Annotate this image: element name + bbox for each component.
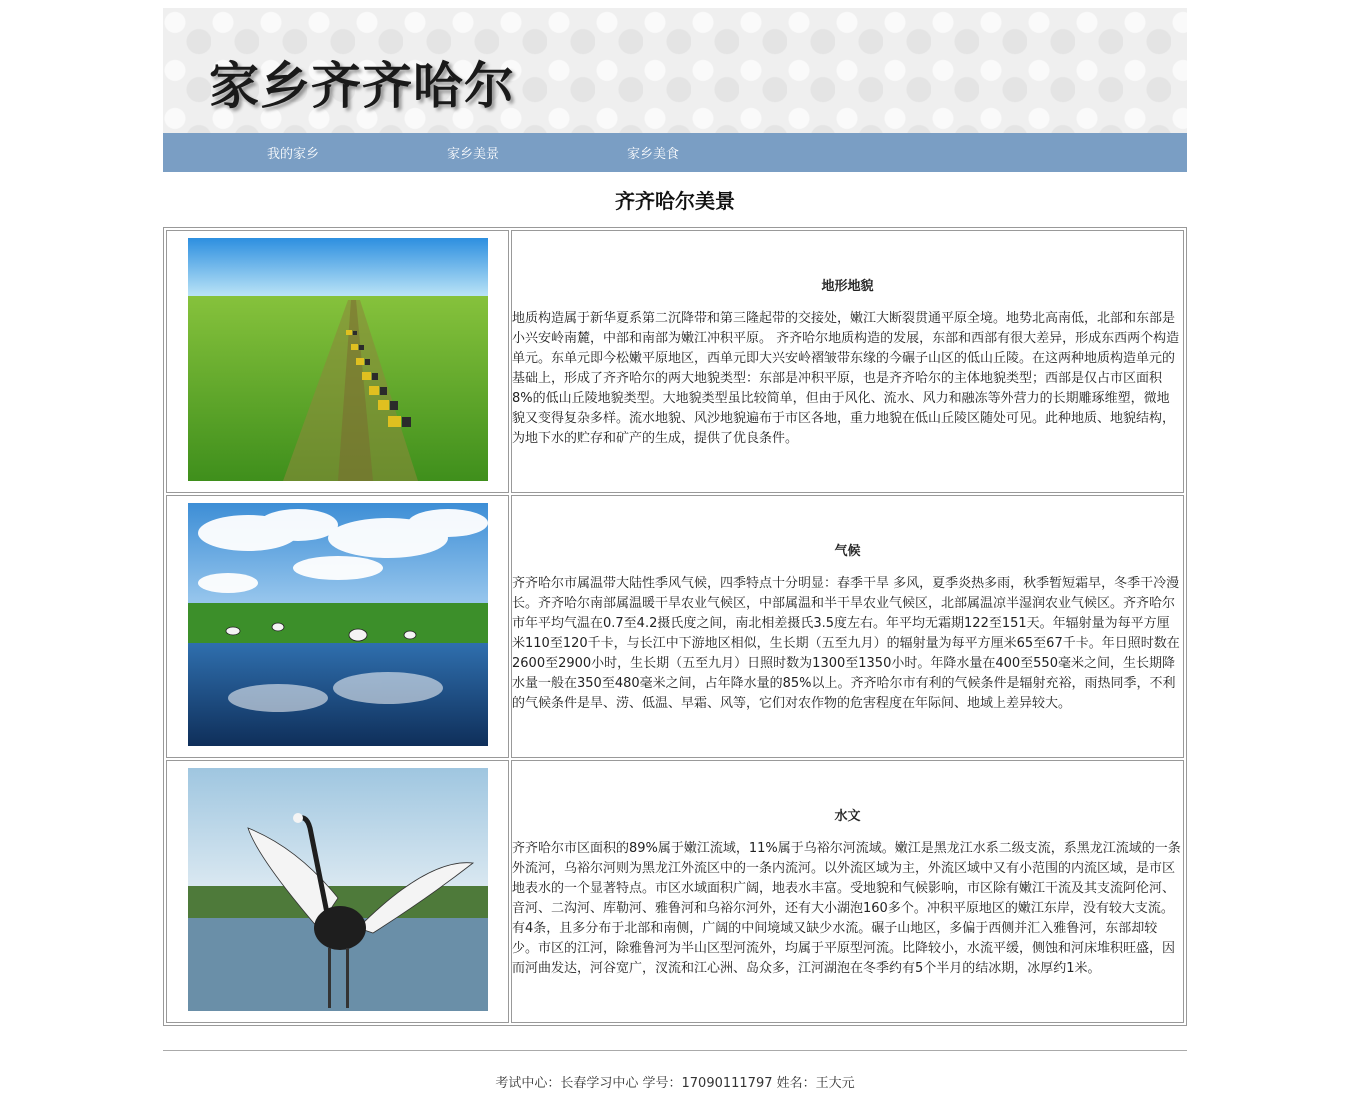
image-cell (166, 760, 509, 1023)
section-text: 齐齐哈尔市属温带大陆性季风气候，四季特点十分明显：春季干旱 多风，夏季炎热多雨，秋季暂短霜早，冬季干冷漫长。齐齐哈尔南部属温暖干旱农业气候区，中部属温和半干旱农业气候区，北部属温凉半湿润农业气候区。齐齐哈尔市年平均气温在0.7至4.2摄氏度之间，南北相差摄氏3.5度左右。年平均无霜期122至151天。年辐射量为每平方厘米110至120千卡，与长江中下游地区相似，生长期（五至九月）的辐射量为每平方厘米65至67千卡。年日照时数在2600至2900小时，生长期（五至九月）日照时数为1300至1350小时。年降水量在400至550毫米之间，生长期降水量一般在350至480毫米之间，占年降水量的85%以上。齐齐哈尔市有利的气候条件是辐射充裕，雨热同季，不利的气候条件是旱、涝、低温、早霜、风等，它们对农作物的危害程度在年际间、地域上差异较大。 (512, 575, 1180, 711)
page-container (163, 8, 1187, 1091)
section-title: 地形地貌 (821, 278, 874, 294)
image-cell (166, 230, 509, 493)
table-row (166, 495, 1184, 758)
farmland-photo (188, 238, 488, 481)
text-cell (511, 230, 1184, 493)
main-nav (163, 133, 1187, 172)
nav-item-scenery[interactable]: 家乡美景 (446, 147, 499, 162)
text-cell (511, 495, 1184, 758)
nav-item-food[interactable]: 家乡美食 (626, 147, 679, 162)
wetland-cranes-photo (188, 503, 488, 746)
section-text: 地质构造属于新华夏系第二沉降带和第三隆起带的交接处，嫩江大断裂贯通平原全境。地势北高南低，北部和东部是小兴安岭南麓，中部和南部为嫩江冲积平原。 齐齐哈尔地质构造的发展，东部和西部有很大差异，形成东西两个构造单元。东单元即今松嫩平原地区，西单元即大兴安岭褶皱带东缘的今碾子山区的低山丘陵。在这两种地质构造单元的基础上，形成了齐齐哈尔的两大地貌类型：东部是冲积平原，也是齐齐哈尔的主体地貌类型；西部是仅占市区面积8%的低山丘陵地貌类型。大地貌类型虽比较简单，但由于风化、流水、风力和融冻等外营力的长期雕琢维塑，微地貌又变得复杂多样。流水地貌、风沙地貌遍布于市区各地，重力地貌在低山丘陵区随处可见。此种地质、地貌结构，为地下水的贮存和矿产的生成，提供了优良条件。 (512, 310, 1180, 446)
footer-divider (163, 1050, 1187, 1051)
section-text: 齐齐哈尔市区面积的89%属于嫩江流域，11%属于乌裕尔河流域。嫩江是黑龙江水系二级支流，系黑龙江流域的一条外流河，乌裕尔河则为黑龙江外流区中的一条内流河。以外流区域为主，外流区域中又有小范围的内流区域，是市区地表水的一个显著特点。市区水域面积广阔，地表水丰富。受地貌和气候影响，市区除有嫩江干流及其支流阿伦河、音河、二沟河、库勒河、雅鲁河和乌裕尔河外，还有大小湖泡160多个。冲积平原地区的嫩江东岸，没有较大支流。有4条，且多分布于北部和南侧，广阔的中间境域又缺少水流。碾子山地区，多偏于西侧并汇入雅鲁河，东部却较少。市区的江河，除雅鲁河为半山区型河流外，均属于平原型河流。比降较小，水流平缓，侧蚀和河床堆积旺盛，因而河曲发达，河谷宽广，汊流和江心洲、岛众多，江河湖泡在冬季约有5个半月的结冰期，冰厚约1米。 (512, 840, 1181, 976)
footer-info: 考试中心：长春学习中心 学号：17090111797 姓名：王大元 (495, 1076, 855, 1091)
image-cell (166, 495, 509, 758)
site-logo: 家乡齐齐哈尔 (209, 57, 515, 115)
scenery-table (163, 227, 1187, 1026)
header-banner (163, 8, 1187, 133)
nav-item-my-hometown[interactable]: 我的家乡 (266, 147, 319, 162)
red-crowned-crane-photo (188, 768, 488, 1011)
table-row (166, 760, 1184, 1023)
table-row (166, 230, 1184, 493)
page-title: 齐齐哈尔美景 (615, 189, 735, 213)
text-cell (511, 760, 1184, 1023)
section-title: 气候 (834, 543, 861, 559)
section-title: 水文 (834, 808, 861, 824)
